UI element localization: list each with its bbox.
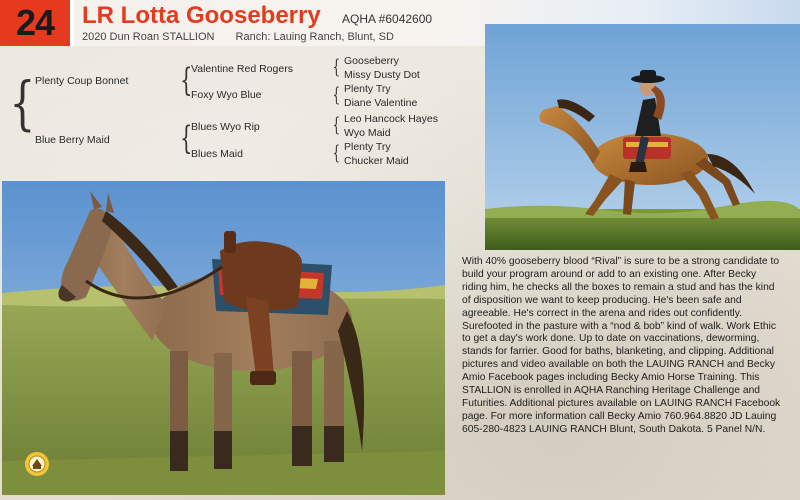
- pedigree-g8: Chucker Maid: [344, 155, 409, 167]
- pedigree-g4: Diane Valentine: [344, 97, 418, 109]
- pedigree-sire-dam: Foxy Wyo Blue: [191, 89, 262, 101]
- pedigree-dam: Blue Berry Maid: [35, 134, 110, 146]
- pedigree-g5: Leo Hancock Hayes: [344, 113, 438, 125]
- registration-number: AQHA #6042600: [342, 12, 433, 26]
- horse-description: With 40% gooseberry blood “Rival” is sure to be a strong candidate to build your program around or add to an existing one. After Becky riding him, he checks all the boxes to remain a stud and has the kind of disposition we want to keep producing. He's been safe and agreeable. He's correct in the arena and rides out confidently. Surefooted in the pasture with a “nod & bob” kind of walk. Work Ethic to get a day's work done. Up to date on vaccinations, deworming, stands for farrier. Good for baths, blanketing, and clipping. Additional pictures and video available on both the LAUING RANCH and Becky Amio Facebook pages including Becky Amio Horse Training. This STALLION is enrolled in AQHA Ranching Heritage Challenge and Futurities. Additional pictures available on LAUING RANCH Facebook page. For more information call Becky Amio 760.964.8820 JD Lauing 605-280-4823 LAUING RANCH Blunt, South Dakota. 5 Panel N/N.: [462, 256, 781, 435]
- riding-photo: [485, 24, 800, 250]
- pedigree-g2: Missy Dusty Dot: [344, 69, 420, 81]
- horse-name: LR Lotta Gooseberry: [82, 2, 321, 29]
- pedigree-g3: Plenty Try: [344, 83, 391, 95]
- ranch-brand-logo-icon: [24, 451, 50, 477]
- pedigree-dam-dam: Blues Maid: [191, 148, 243, 160]
- pedigree-brace-g1: {: [332, 54, 341, 78]
- pedigree-brace-main: {: [9, 69, 36, 137]
- pedigree-brace-g2: {: [332, 82, 341, 106]
- header-divider: [70, 0, 74, 46]
- standing-horse-photo-image: [2, 181, 445, 495]
- pedigree-brace-g4: {: [332, 140, 341, 164]
- pedigree-brace-g3: {: [332, 112, 341, 136]
- year-color-sex: 2020 Dun Roan STALLION: [82, 31, 215, 43]
- riding-photo-image: [485, 24, 800, 250]
- pedigree-g7: Plenty Try: [344, 141, 391, 153]
- lot-number: 24: [0, 0, 70, 46]
- pedigree-sire-sire: Valentine Red Rogers: [191, 63, 293, 75]
- pedigree-dam-sire: Blues Wyo Rip: [191, 121, 260, 133]
- pedigree-g1: Gooseberry: [344, 55, 399, 67]
- pedigree-brace-dam: {: [180, 119, 193, 157]
- pedigree-sire: Plenty Coup Bonnet: [35, 75, 129, 87]
- pedigree-g6: Wyo Maid: [344, 127, 391, 139]
- horse-subline: [82, 31, 394, 43]
- ranch-info: Ranch: Lauing Ranch, Blunt, SD: [235, 31, 394, 43]
- pedigree-brace-sire: {: [180, 61, 193, 99]
- standing-horse-photo: [2, 181, 445, 495]
